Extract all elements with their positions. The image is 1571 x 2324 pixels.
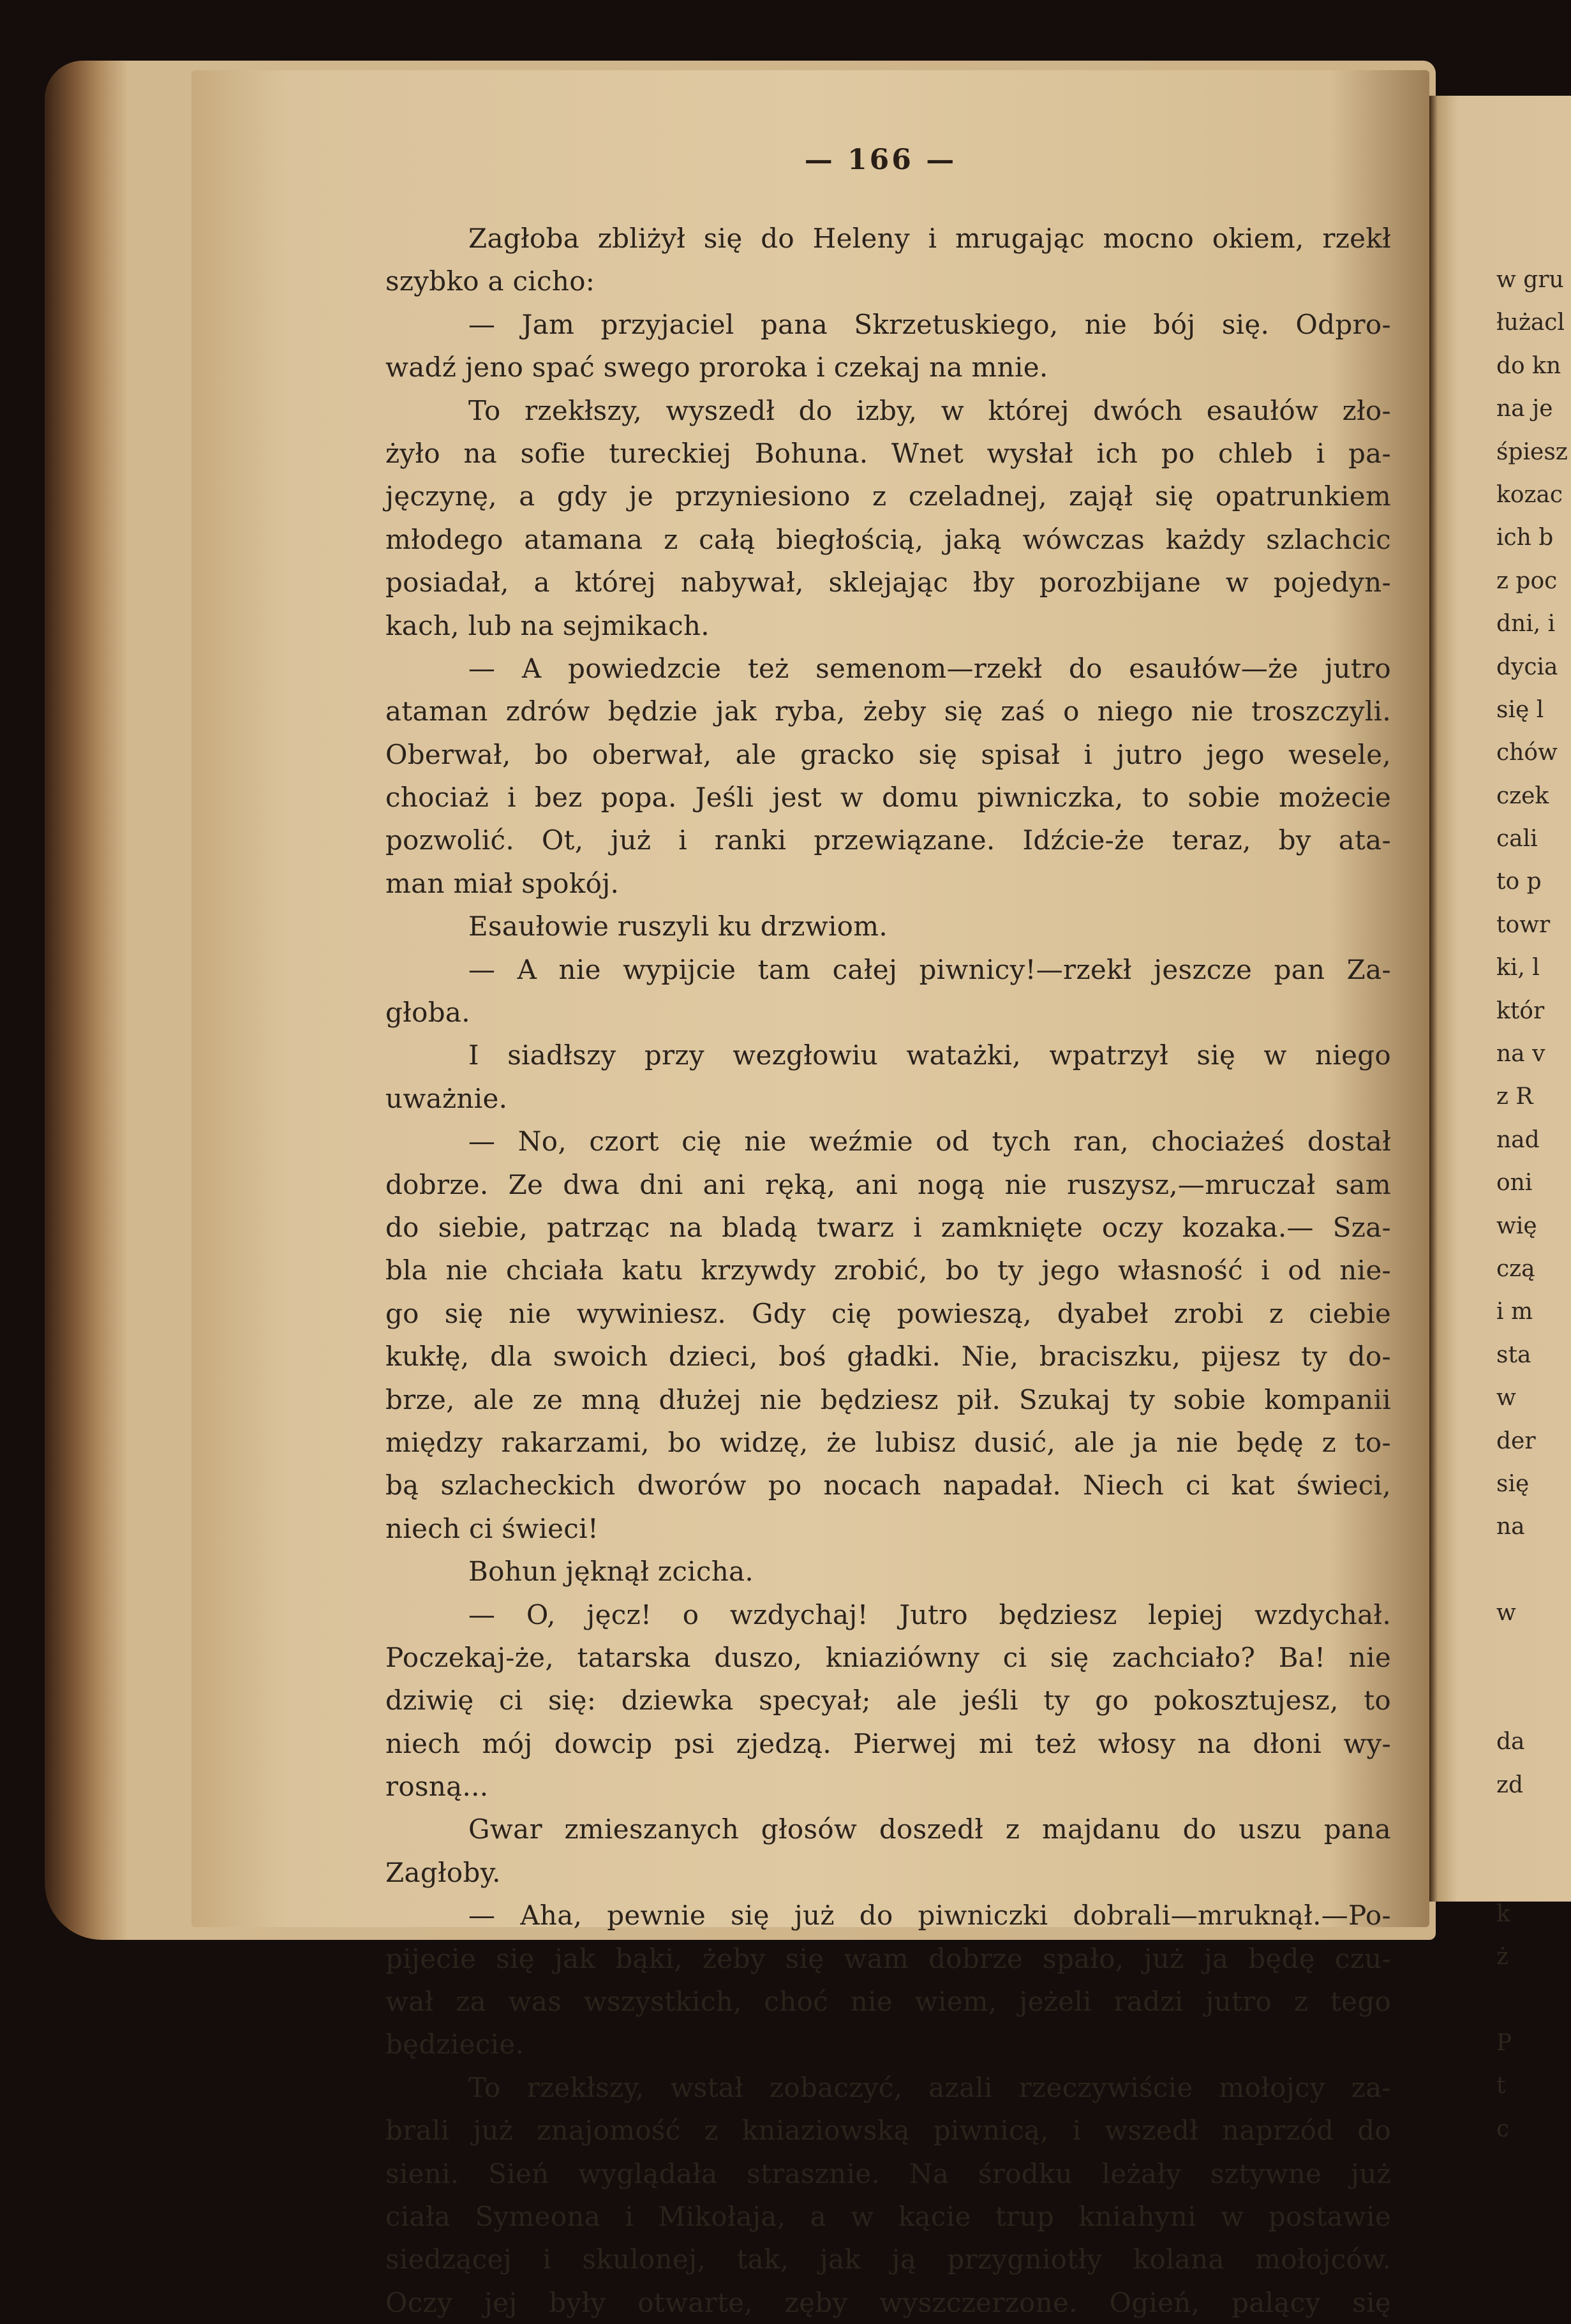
right-page-line: t bbox=[1496, 2073, 1506, 2099]
text-line: — A powiedzcie też semenom—rzekł do esaułów—że jutro bbox=[468, 652, 1391, 684]
right-page-line: w bbox=[1496, 1600, 1516, 1627]
text-line: ciała Symeona i Mikołaja, a w kącie trup kniahyni w postawie bbox=[385, 2200, 1391, 2232]
text-line: szybko a cicho: bbox=[385, 265, 595, 297]
text-line: Oczy jej były otwarte, zęby wyszczerzone. Ogień, palący się bbox=[385, 2286, 1391, 2318]
text-line: — Jam przyjaciel pana Skrzetuskiego, nie bój się. Odpro- bbox=[468, 308, 1391, 340]
text-line: Zagłoby. bbox=[385, 1856, 501, 1888]
text-line: Poczekaj-że, tatarska duszo, kniaziówny ci się zachciało? Ba! nie bbox=[385, 1641, 1391, 1673]
text-line: do siebie, patrząc na bladą twarz i zamknięte oczy kozaka.— Sza- bbox=[385, 1211, 1391, 1243]
right-page-line: ki, l bbox=[1496, 955, 1540, 981]
right-page-line: P bbox=[1496, 2030, 1512, 2057]
text-line: To rzekłszy, wyszedł do izby, w której dwóch esaułów zło- bbox=[468, 394, 1391, 426]
text-line: — A nie wypijcie tam całej piwnicy!—rzekł jeszcze pan Za- bbox=[468, 953, 1391, 985]
text-line: sieni. Sień wyglądała strasznie. Na środku leżały sztywne już bbox=[385, 2157, 1391, 2189]
text-line: Zagłoba zbliżył się do Heleny i mrugając mocno okiem, rzekł bbox=[468, 223, 1391, 254]
right-page-line: c bbox=[1496, 2115, 1510, 2142]
text-line: wadź jeno spać swego proroka i czekaj na mnie. bbox=[385, 352, 1048, 384]
right-page-line: sta bbox=[1496, 1341, 1531, 1368]
text-line: Bohun jęknął zcicha. bbox=[468, 1556, 754, 1588]
right-page-line: na je bbox=[1496, 396, 1553, 422]
right-page-line: to p bbox=[1496, 868, 1542, 895]
right-page-line: wię bbox=[1496, 1212, 1537, 1239]
text-line: wał za was wszystkich, choć nie wiem, jeżeli radzi jutro z tego bbox=[385, 1986, 1391, 2018]
text-line: Gwar zmieszanych głosów doszedł z majdanu do uszu pana bbox=[468, 1814, 1391, 1845]
right-page-line: chów bbox=[1496, 740, 1558, 766]
right-page-line: któr bbox=[1496, 997, 1545, 1024]
text-line: posiadał, a której nabywał, sklejając łby porozbijane w pojedyn- bbox=[385, 567, 1391, 599]
text-line: ataman zdrów będzie jak ryba, żeby się zaś o niego nie troszczyli. bbox=[385, 696, 1391, 727]
right-page-line: kozac bbox=[1496, 481, 1563, 508]
text-line: kukłę, dla swoich dzieci, boś gładki. Nie, braciszku, pijesz ty do- bbox=[385, 1341, 1391, 1373]
text-line: uważnie. bbox=[385, 1082, 508, 1114]
right-page-line: na bbox=[1496, 1514, 1525, 1540]
text-line: będziecie. bbox=[385, 2029, 525, 2060]
right-page-line bbox=[1496, 1806, 1571, 1849]
right-page-line bbox=[1496, 1635, 1571, 1678]
right-page-line: ż bbox=[1496, 1944, 1508, 1970]
right-page-line: się bbox=[1496, 1470, 1530, 1497]
text-line: Esaułowie ruszyli ku drzwiom. bbox=[468, 911, 888, 942]
right-page-text bbox=[1496, 258, 1571, 2150]
text-line: niech ci świeci! bbox=[385, 1512, 599, 1544]
text-line: bą szlacheckich dworów po nocach napadał. Niech ci kat świeci, bbox=[385, 1470, 1391, 1501]
body-text bbox=[385, 217, 1391, 2324]
right-page-line bbox=[1496, 1678, 1571, 1720]
text-line: dobrze. Ze dwa dni ani ręką, ani nogą nie ruszysz,—mruczał sam bbox=[385, 1168, 1391, 1200]
right-page-line bbox=[1496, 1849, 1571, 1892]
right-page-line: łużacl bbox=[1496, 309, 1565, 336]
right-page-line: oni bbox=[1496, 1170, 1533, 1196]
text-line: między rakarzami, bo widzę, że lubisz dusić, ale ja nie będę z to- bbox=[385, 1426, 1391, 1458]
text-line: dziwię ci się: dziewka specyał; ale jeśli ty go pokosztujesz, to bbox=[385, 1685, 1391, 1717]
right-page-line: dni, i bbox=[1496, 611, 1556, 637]
text-line: chociaż i bez popa. Jeśli jest w domu piwniczka, to sobie możecie bbox=[385, 782, 1391, 814]
right-page-line: w gru bbox=[1496, 267, 1564, 293]
right-page-line: cali bbox=[1496, 826, 1538, 853]
text-line: żyło na sofie tureckiej Bohuna. Wnet wysłał ich po chleb i pa- bbox=[385, 437, 1391, 469]
text-line: brze, ale ze mną dłużej nie będziesz pił. Szukaj ty sobie kompanii bbox=[385, 1383, 1391, 1415]
right-page-line: czą bbox=[1496, 1255, 1535, 1282]
text-line: — Aha, pewnie się już do piwniczki dobrali—mruknął.—Po- bbox=[468, 1900, 1391, 1932]
text-line: pijecie się jak bąki, żeby się wam dobrze spało, już ja będę czu- bbox=[385, 1942, 1391, 1974]
text-line: pozwolić. Ot, już i ranki przewiązane. Idźcie-że teraz, by ata- bbox=[385, 824, 1391, 856]
right-page-line: da bbox=[1496, 1729, 1525, 1755]
text-line: niech mój dowcip psi zjedzą. Pierwej mi też włosy na dłoni wy- bbox=[385, 1727, 1391, 1759]
text-line: brali już znajomość z kniaziowską piwnicą, i wszedł naprzód do bbox=[385, 2115, 1391, 2147]
text-line: bla nie chciała katu krzywdy zrobić, bo ty jego własność i od nie- bbox=[385, 1255, 1391, 1286]
text-line: młodego atamana z całą biegłością, jaką wówczas każdy szlachcic bbox=[385, 523, 1391, 555]
right-page-line: dycia bbox=[1496, 653, 1558, 680]
text-line: go się nie wywiniesz. Gdy cię powieszą, dyabeł zrobi z ciebie bbox=[385, 1297, 1391, 1329]
right-page-line: się l bbox=[1496, 696, 1544, 723]
text-line: kach, lub na sejmikach. bbox=[385, 609, 710, 641]
right-page-line: z R bbox=[1496, 1084, 1533, 1110]
right-page-line: k bbox=[1496, 1900, 1510, 1927]
text-line: rosną... bbox=[385, 1771, 489, 1803]
text-line: To rzekłszy, wstał zobaczyć, azali rzeczywiście mołojcy za- bbox=[468, 2071, 1391, 2103]
right-page-line bbox=[1496, 1549, 1571, 1591]
text-line: — No, czort cię nie weźmie od tych ran, chociażeś dostał bbox=[468, 1126, 1391, 1158]
text-line: I siadłszy przy wezgłowiu watażki, wpatrzył się w niego bbox=[468, 1039, 1391, 1071]
right-page-line: der bbox=[1496, 1427, 1536, 1454]
right-page-line bbox=[1496, 1979, 1571, 2022]
text-line: man miał spokój. bbox=[385, 867, 620, 899]
text-line: — O, jęcz! o wzdychaj! Jutro będziesz lepiej wzdychał. bbox=[468, 1598, 1391, 1630]
right-page-line: zd bbox=[1496, 1771, 1524, 1798]
right-page-line: śpiesz bbox=[1496, 438, 1568, 465]
right-page-line: do kn bbox=[1496, 352, 1561, 379]
right-page-line: czek bbox=[1496, 782, 1549, 809]
right-page-line: na v bbox=[1496, 1041, 1545, 1068]
text-line: siedzącej i skulonej, tak, jak ją przygniotły kolana mołojców. bbox=[385, 2244, 1391, 2276]
text-line: głoba. bbox=[385, 997, 470, 1029]
text-line: Oberwał, bo oberwał, ale gracko się spisał i jutro jego wesele, bbox=[385, 738, 1391, 770]
right-page-line: nad bbox=[1496, 1126, 1540, 1153]
right-page-line: towr bbox=[1496, 911, 1551, 938]
right-page-line: z poc bbox=[1496, 567, 1558, 594]
right-page-line: w bbox=[1496, 1385, 1516, 1412]
right-page-line: ich b bbox=[1496, 525, 1554, 551]
right-page-line: i m bbox=[1496, 1299, 1533, 1325]
text-line: jęczynę, a gdy je przyniesiono z czeladnej, zajął się opatrunkiem bbox=[385, 480, 1391, 512]
page-number: — 166 — bbox=[804, 144, 957, 176]
